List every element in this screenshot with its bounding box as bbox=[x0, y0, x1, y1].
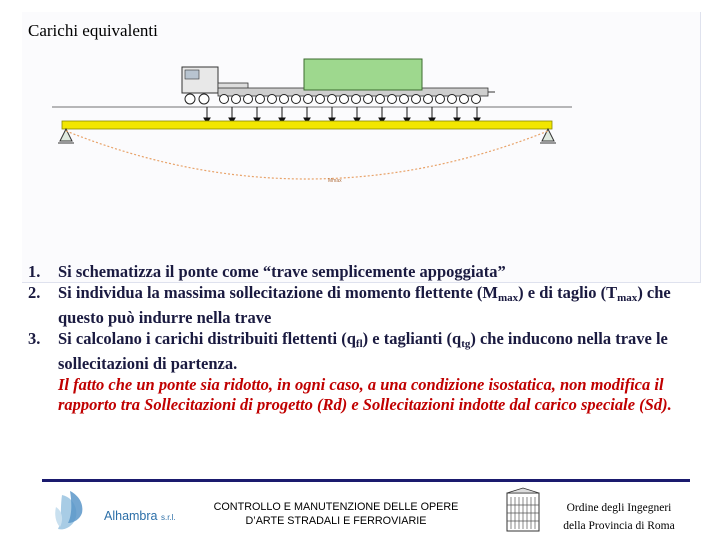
right-support bbox=[540, 129, 556, 143]
item-number: 1. bbox=[28, 262, 41, 281]
moment-label: Mmax bbox=[328, 178, 342, 184]
footer-center-text bbox=[186, 500, 486, 528]
footer-center-line1: CONTROLLO E MANUTENZIONE DELLE OPERE bbox=[213, 501, 459, 513]
item-text: Si individua la massima sollecitazione di momento flettente $(M_{max})$ e di taglio $(T_{max})$ che questo può indurre nella trave bbox=[58, 282, 671, 327]
italic-note: Il fatto che un ponte sia ridotto, in ogni caso, a una condizione isostatica, non modifica il rapporto tra Sollecitazioni di progetto (Rd) e Sollecitazioni indotte dal carico speciale (Sd). bbox=[58, 374, 672, 414]
bridge-load-diagram bbox=[22, 55, 602, 195]
order-line1: Ordine degli Ingegneri bbox=[566, 502, 672, 514]
footer-rule bbox=[42, 479, 690, 482]
cargo-block bbox=[304, 59, 422, 90]
list-item bbox=[28, 283, 700, 329]
load-arrows bbox=[204, 107, 480, 123]
list-item bbox=[28, 329, 700, 375]
steps-list bbox=[28, 262, 700, 416]
bridge-beam bbox=[62, 121, 552, 129]
item-text: Si calcolano i carichi distribuiti flettenti $(q_{fl})$ e taglianti $(q_{tg})$ che inducono nella trave le sollecitazioni di partenza. bbox=[58, 328, 668, 373]
list-item bbox=[28, 262, 700, 283]
item-text: Si schematizza il ponte come “trave semplicemente appoggiata” bbox=[58, 262, 506, 281]
building-icon bbox=[505, 487, 541, 533]
order-text bbox=[548, 499, 690, 535]
item-number: 3. bbox=[28, 328, 41, 348]
item-number: 2. bbox=[28, 282, 41, 302]
slide-title: Carichi equivalenti bbox=[28, 21, 158, 40]
footer-center-line2: D’ARTE STRADALI E FERROVIARIE bbox=[245, 515, 427, 527]
order-line2: della Provincia di Roma bbox=[563, 520, 675, 532]
logo-text: Alhambra s.r.l. bbox=[104, 509, 176, 523]
deflection-curve bbox=[66, 131, 548, 179]
